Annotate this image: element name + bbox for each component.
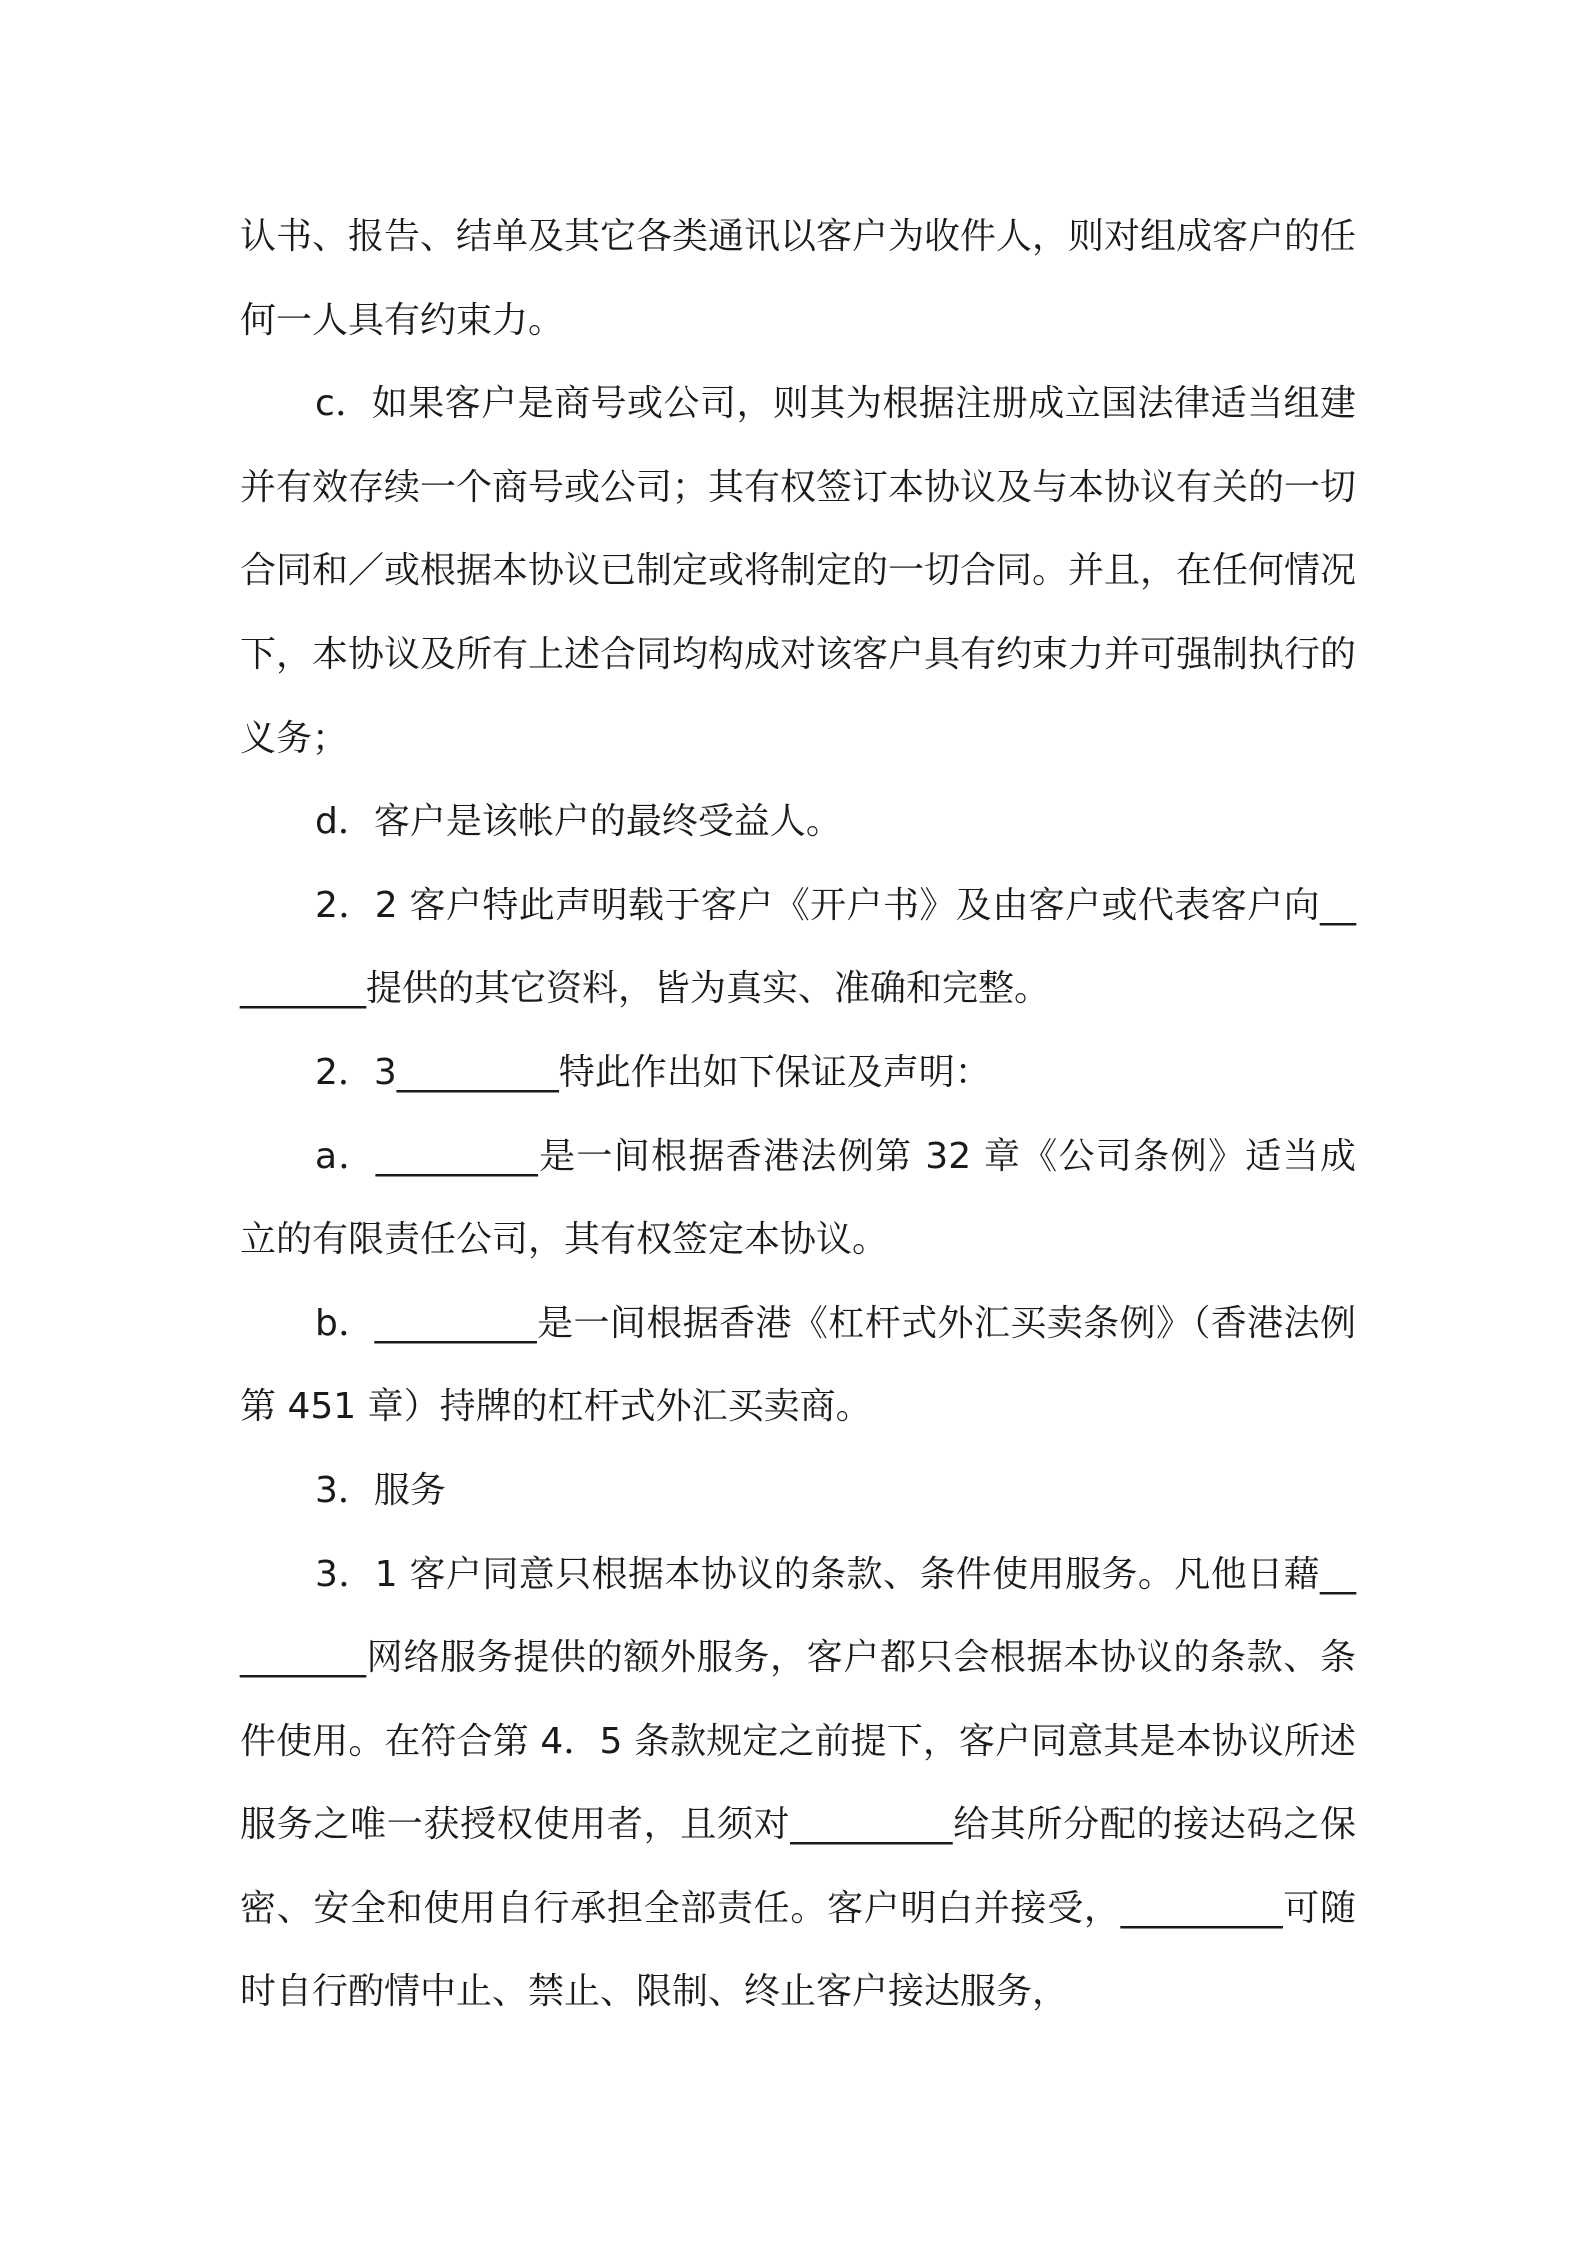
paragraph-d-beneficial-owner: d．客户是该帐户的最终受益人。 [315, 801, 842, 843]
paragraph-2-2-client-declaration: 2．2 客户特此声明载于客户《开户书》及由客户或代表客户向_________提供的其它资料，皆为真实、准确和完整。 [240, 884, 1356, 1010]
paragraph-b-licensed-dealer: b．_________是一间根据香港《杠杆式外汇买卖条例》（香港法例第 451 章）持牌的杠杆式外汇买卖商。 [240, 1302, 1356, 1428]
paragraph-c-company-status: c．如果客户是商号或公司，则其为根据注册成立国法律适当组建并有效存续一个商号或公司；其有权签订本协议及与本协议有关的一切合同和／或根据本协议已制定或将制定的一切合同。并且，在任何情况下，本协议及所有上述合同均构成对该客户具有约束力并可强制执行的义务； [240, 383, 1357, 759]
paragraph-2-3-warranties: 2．3_________特此作出如下保证及声明： [315, 1051, 991, 1093]
paragraph-3-1-service-use: 3．1 客户同意只根据本协议的条款、条件使用服务。凡他日藉_________网络服务提供的额外服务，客户都只会根据本协议的条款、条件使用。在符合第 4．5 条款规定之前提下，客户同意其是本协议所述服务之唯一获授权使用者，且须对_________给其所分配的接达码之保密、安全和使用自行承担全部责任。客户明白并接受，_________可随时自行酌情中止、禁止、限制、终止客户接达服务， [240, 1553, 1356, 2013]
document-body [240, 195, 1356, 2034]
paragraph-1: 认书、报告、结单及其它各类通讯以客户为收件人，则对组成客户的任何一人具有约束力。 [240, 216, 1357, 341]
paragraph-a-limited-company: a．_________是一间根据香港法例第 32 章《公司条例》适当成立的有限责任公司，其有权签定本协议。 [240, 1135, 1356, 1261]
section-heading-services: 3．服务 [315, 1469, 446, 1511]
